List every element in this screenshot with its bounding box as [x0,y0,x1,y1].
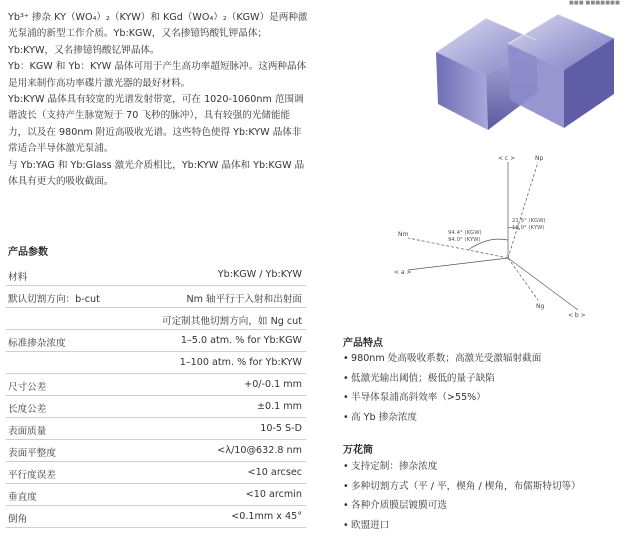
feature-item: • 980nm 处高吸收系数；高激光受激辐射截面 [343,349,623,369]
param-value: +0/-0.1 mm [244,379,302,390]
a-axis-label: < a > [394,269,412,276]
intro-paragraph-1: Yb³⁺ 掺杂 KY（WO₄）₂（KYW）和 KGd（WO₄）₂（KGW）是两种激光泵浦的新型工作介质。Yb:KGW，又名掺镱钨酸钆钾晶体；Yb:KYW，又名掺镱钨酸钇钾晶体。 [8,12,308,56]
param-row [6,308,306,330]
param-row [6,374,306,396]
param-row [6,418,306,440]
param-key: 垂直度 [8,492,37,503]
param-key: 默认切割方向：b-cut [8,294,100,305]
angle-label-kgw-1: 94.4° (KGW) [448,230,482,236]
param-row [6,440,306,462]
param-key: 尺寸公差 [8,382,47,393]
params-table [6,264,306,528]
param-row [6,506,306,528]
a-axis-line [408,258,508,270]
angle-label-kyw-1: 94.0° (KYW) [448,237,481,243]
param-key: 平行度误差 [8,470,56,481]
feature-item: • 高 Yb 掺杂浓度 [343,408,623,428]
ng-axis-line [508,258,538,300]
param-row [6,330,306,352]
param-key: 长度公差 [8,404,47,415]
intro-paragraph-4: 与 Yb:YAG 和 Yb:Glass 激光介质相比，Yb:KYW 晶体和 Yb:KGW 晶体具有更大的吸收截面。 [8,159,305,188]
param-value: <10 arcmin [245,489,302,500]
feature-item: • 半导体泵浦高斜效率（>55%） [343,388,623,408]
photo-brand-mark: ■■■ ■■■■■■■ [568,0,620,6]
crystal-image [408,0,626,138]
param-key: 材料 [8,272,28,283]
c-axis-label: < c > [498,155,516,162]
param-value: 1–100 atm. % for Yb:KYW [179,357,302,368]
b-axis-label: < b > [568,312,586,319]
param-value: Yb:KGW / Yb:KYW [217,269,302,280]
options-title: 万花筒 [343,445,373,456]
angle-label-kyw-2: 18.0° (KYW) [512,225,545,231]
np-axis-line [508,162,538,258]
param-row [6,286,306,308]
param-value: ±0.1 mm [256,401,302,412]
crystal-photo [408,0,626,138]
options-list [343,457,623,535]
intro-paragraph-2: Yb：KGW 和 Yb：KYW 晶体可用于产生高功率超短脉冲。这两种晶体是用来制作高功率碟片激光器的最好材料。 [8,61,307,89]
param-key: 表面平整度 [8,448,56,459]
features-title: 产品特点 [343,338,383,349]
ng-axis-label: Ng [536,303,545,310]
param-value: 10-5 S-D [260,423,302,434]
param-value: <0.1mm x 45° [231,511,302,522]
option-item: • 欧盟进口 [343,516,623,536]
option-item: • 支持定制：掺杂浓度 [343,457,623,477]
param-row [6,396,306,418]
param-row [6,352,306,374]
angle-label-kgw-2: 21.5° (KGW) [512,218,546,224]
intro-paragraph-3: Yb:KYW 晶体具有较宽的光谱发射带宽，可在 1020-1060nm 范围调谐波长（支持产生脉宽短于 70 飞秒的脉冲），具有较强的光储能能力，以及在 980nm 附近高吸收光谱。这些特色使得 Yb:KYW 晶体非常适合半导体激光泵浦。 [8,94,304,155]
param-value: <λ/10@632.8 nm [217,445,302,456]
option-item: • 各种介质膜层镀膜可选 [343,496,623,516]
param-value: <10 arcsec [247,467,302,478]
param-value: Nm 轴平行于入射和出射面 [186,294,302,305]
feature-item: • 低激光输出阈值；极低的量子缺陷 [343,369,623,389]
nm-axis-label: Nm [398,231,409,238]
param-key: 倒角 [8,514,28,525]
param-value: 可定制其他切割方向，如 Ng cut [161,316,302,327]
param-key: 标准掺杂浓度 [8,338,66,349]
features-list [343,349,623,427]
param-row [6,462,306,484]
np-axis-label: Np [535,155,544,162]
option-item: • 多种切割方式（平 / 平，楔角 / 楔角，布儒斯特切等） [343,477,623,497]
intro-text [8,10,308,190]
crystal-orientation-diagram [388,150,598,325]
param-key: 表面质量 [8,426,47,437]
param-row [6,264,306,286]
param-value: 1–5.0 atm. % for Yb:KGW [180,335,302,346]
param-row [6,484,306,506]
params-title: 产品参数 [8,247,48,258]
